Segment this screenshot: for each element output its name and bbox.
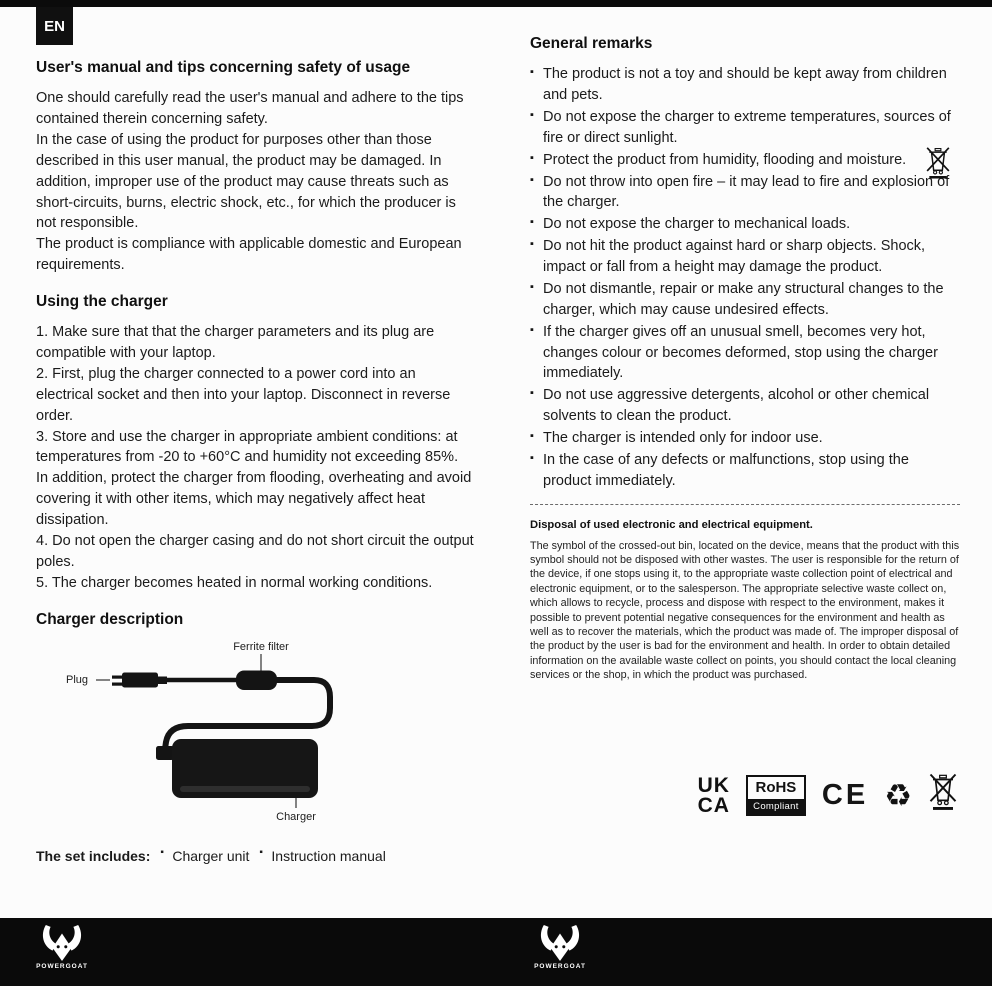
general-remarks-heading: General remarks [530, 35, 653, 52]
powergoat-logo [30, 924, 94, 970]
ferrite-filter-label: Ferrite filter [233, 640, 289, 653]
using-step: 2. First, plug the charger connected to a power cord into an electrical socket and then into your laptop. Disconnect in reverse order. [36, 365, 451, 424]
goat-emblem-icon [537, 924, 583, 962]
set-includes-item: ▪ Charger unit [160, 846, 249, 866]
language-badge: EN [36, 7, 73, 45]
safety-paragraph: One should carefully read the user's manual and adhere to the tips contained therein concerning safety. [36, 90, 464, 128]
ukca-line2: CA [697, 793, 730, 817]
rohs-mark [746, 775, 806, 816]
charger-diagram [66, 640, 406, 826]
remark-item: ▪ Do not hit the product against hard or sharp objects. Shock, impact or fall from a height may damage the product. [530, 236, 960, 278]
remark-item: ▪ Do not expose the charger to extreme temperatures, sources of fire or direct sunlight. [530, 107, 960, 149]
remark-item: ▪ The charger is intended only for indoor use. [530, 428, 960, 449]
certification-marks [530, 772, 960, 819]
rohs-compliant-label: Compliant [748, 799, 804, 815]
using-step: 1. Make sure that that the charger parameters and its plug are compatible with your laptop. [36, 324, 435, 362]
remark-item: ▪ In the case of any defects or malfunctions, stop using the product immediately. [530, 450, 960, 492]
description-heading: Charger description [36, 610, 184, 628]
using-step: 4. Do not open the charger casing and do not short circuit the output poles. [36, 532, 474, 570]
powergoat-logo [528, 924, 592, 970]
safety-paragraph: The product is compliance with applicable domestic and European requirements. [36, 236, 462, 274]
ukca-line1: UK [697, 774, 730, 798]
remark-item: ▪ Do not expose the charger to mechanical loads. [530, 214, 960, 235]
remark-item: ▪ Do not dismantle, repair or make any structural changes to the charger, which may cause undesired effects. [530, 279, 960, 321]
safety-heading: User's manual and tips concerning safety of usage [36, 59, 411, 76]
goat-emblem-icon [39, 924, 85, 962]
remark-item: ▪ The product is not a toy and should be kept away from children and pets. [530, 64, 960, 106]
general-remarks-list [530, 64, 960, 492]
charger-diagram-art [66, 640, 406, 826]
disposal-heading: Disposal of used electronic and electrical equipment. [530, 518, 813, 531]
disposal-body: The symbol of the crossed-out bin, located on the device, means that the product with this symbol should not be disposed with other wastes. The user is responsible for the return of the device, if one stops using it, to the appropriate waste collection point of electrical and electronic equipment, or to the salesperson. The appropriate selective waste collect on, which allows to recycle, process and dispose with respect to the environment, makes it possible to prevent potential negative consequences for the environment and health as well as to recover the materials, which the product was made of. The improper disposal of the product by the user is bad for the environment and health. In order to obtain detailed information on the available waste collect on points, you should contact the local cleaning services or the shop, in which the product was purchased. [530, 539, 960, 681]
ukca-mark [698, 776, 730, 815]
using-step: 5. The charger becomes heated in normal working conditions. [36, 574, 433, 591]
brand-name: POWERGOAT [534, 963, 586, 970]
charger-label: Charger [276, 810, 316, 823]
left-column [36, 58, 474, 866]
recycle-icon: ♻ [884, 778, 912, 814]
right-column [530, 34, 960, 819]
using-step: 3. Store and use the charger in appropriate ambient conditions: at temperatures from -20 to +60°C and humidity not exceeding 85%. In addition, protect the charger from flooding, overheating and avoid covering it with other items, which may negatively affect heat dissipation. [36, 428, 472, 529]
rohs-label: RoHS [755, 779, 797, 797]
set-includes-label: The set includes: [36, 847, 151, 864]
remark-item: ▪ Do not use aggressive detergents, alcohol or other chemical solvents to clean the product. [530, 385, 960, 427]
footer-bar [0, 918, 992, 986]
brand-name: POWERGOAT [36, 963, 88, 970]
set-includes-row [36, 846, 474, 866]
weee-bin-icon [928, 772, 958, 819]
safety-paragraph: In the case of using the product for purposes other than those described in this user manual, the product may be damaged. In addition, improper use of the product may cause threats such as short-circuits, burns, electric shock, etc., for which the producer is not responsible. [36, 131, 456, 232]
set-includes-item: ▪ Instruction manual [259, 846, 385, 866]
remark-item: ▪ Do not throw into open fire – it may lead to fire and explosion of the charger. [530, 172, 960, 214]
using-heading: Using the charger [36, 293, 168, 311]
remark-item: ▪ If the charger gives off an unusual smell, becomes very hot, changes colour or becomes deformed, stop using the charger immediately. [530, 322, 960, 385]
remark-item: ▪ Protect the product from humidity, flooding and moisture. [530, 150, 960, 171]
dashed-divider [530, 504, 960, 505]
plug-label: Plug [66, 673, 89, 686]
top-black-strip [0, 0, 992, 7]
ce-mark: CE [821, 778, 869, 811]
